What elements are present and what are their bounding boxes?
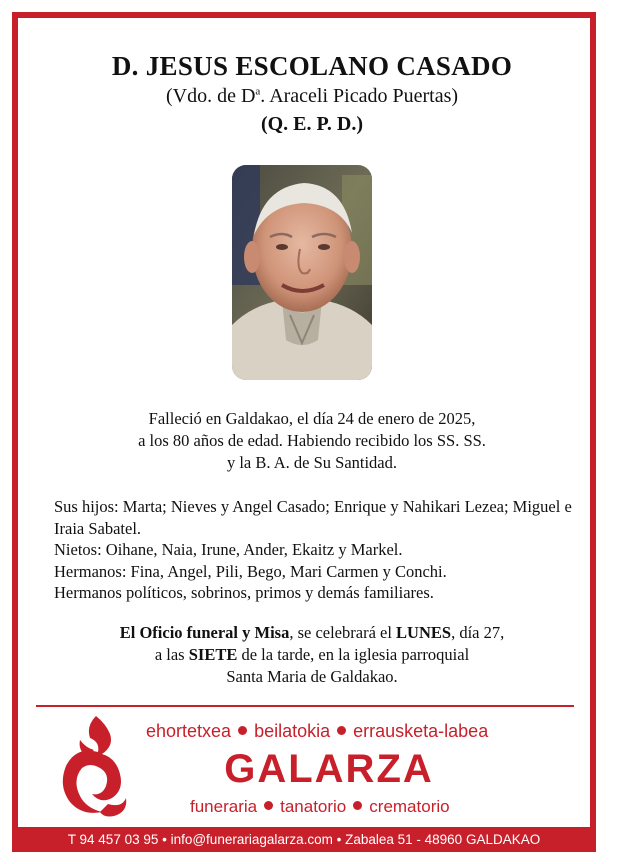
widow-superscript: a bbox=[255, 85, 261, 98]
qepd-line: (Q. E. P. D.) bbox=[260, 113, 364, 135]
service-bottom-1: funeraria bbox=[190, 797, 258, 816]
family-siblings: Hermanos: Fina, Angel, Pili, Bego, Mari Carmen y Conchi. bbox=[54, 561, 447, 581]
portrait-photo bbox=[232, 165, 372, 380]
bullet-icon bbox=[264, 801, 273, 810]
funeral-line-3: Santa Maria de Galdakao. bbox=[226, 667, 398, 686]
family-grandchildren: Nietos: Oihane, Naia, Irune, Ander, Ekaitz y Markel. bbox=[54, 540, 403, 559]
section-divider bbox=[36, 705, 574, 707]
funeral-line-1 bbox=[0, 622, 624, 644]
service-top-1: ehortetxea bbox=[146, 721, 232, 741]
funeral-info bbox=[0, 622, 624, 688]
service-bottom-2: tanatorio bbox=[280, 797, 347, 816]
service-top-2: beilatokia bbox=[254, 721, 331, 741]
funeral-text-3: a las bbox=[154, 645, 189, 664]
funeral-text-2: , día 27, bbox=[451, 623, 505, 642]
widow-line bbox=[0, 85, 624, 108]
portrait-image bbox=[232, 165, 372, 380]
services-spanish bbox=[190, 797, 520, 817]
service-bottom-3: crematorio bbox=[369, 797, 450, 816]
widow-suffix: . Araceli Picado Puertas) bbox=[260, 85, 459, 107]
funeral-line-2 bbox=[0, 644, 624, 666]
bullet-icon bbox=[337, 726, 346, 735]
services-basque bbox=[146, 721, 552, 742]
funeral-text-4: de la tarde, en la iglesia parroquial bbox=[237, 645, 470, 664]
contact-footer: T 94 457 03 95 • info@funerariagalarza.com • Zabalea 51 - 48960 GALDAKAO bbox=[18, 827, 590, 852]
service-top-3: errausketa-labea bbox=[353, 721, 489, 741]
family-list bbox=[54, 496, 574, 604]
brand-name: GALARZA bbox=[224, 747, 434, 791]
death-line-2: a los 80 años de edad. Habiendo recibido los SS. SS. bbox=[138, 431, 486, 450]
funeral-text-1: , se celebrará el bbox=[289, 623, 397, 642]
funeral-bold-service: El Oficio funeral y Misa bbox=[119, 623, 290, 642]
bullet-icon bbox=[353, 801, 362, 810]
family-other: Hermanos políticos, sobrinos, primos y demás familiares. bbox=[54, 583, 434, 602]
bullet-icon bbox=[238, 726, 247, 735]
funeral-bold-day: LUNES bbox=[396, 623, 452, 642]
widow-prefix: (Vdo. de D bbox=[165, 85, 256, 107]
deceased-name: D. JESUS ESCOLANO CASADO bbox=[111, 51, 513, 81]
funeral-bold-time: SIETE bbox=[188, 645, 238, 664]
death-line-3: y la B. A. de Su Santidad. bbox=[226, 453, 398, 472]
family-children: Sus hijos: Marta; Nieves y Angel Casado; Enrique y Nahikari Lezea; Miguel e Iraia Sabatel. bbox=[54, 497, 572, 538]
death-announcement bbox=[0, 408, 624, 474]
death-line-1: Falleció en Galdakao, el día 24 de enero de 2025, bbox=[148, 409, 476, 428]
